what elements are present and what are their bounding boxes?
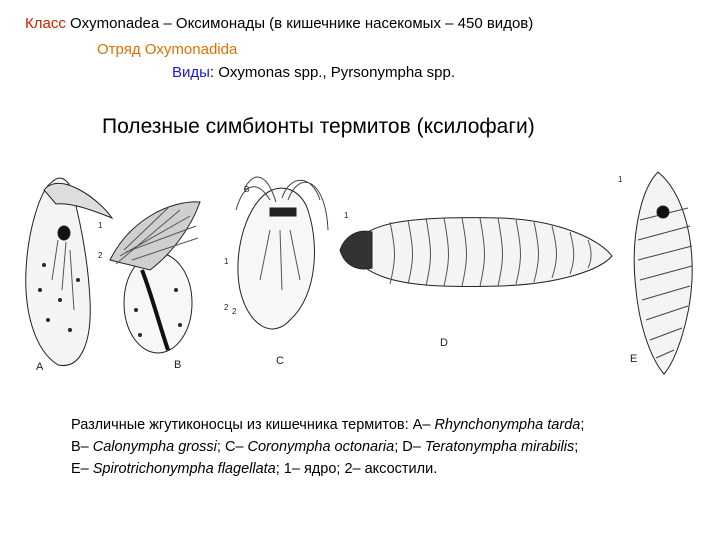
- caption-line: В– Calonympha grossi; С– Coronympha octonaria; D– Teratonympha mirabilis;: [71, 439, 579, 455]
- callout-number: 1: [224, 257, 229, 266]
- header-line-species: [172, 64, 455, 82]
- callout-number: 2: [232, 307, 237, 316]
- caption-line: Различные жгутиконосцы из кишечника термитов: А– Rhynchonympha tarda;: [71, 417, 585, 433]
- callout-number: 2: [98, 251, 103, 260]
- page-title: Полезные симбионты термитов (ксилофаги): [102, 115, 535, 138]
- organism-c: [236, 177, 328, 329]
- organism-d: [340, 218, 612, 287]
- header-line-class: [25, 15, 533, 33]
- callout-number: B: [244, 185, 250, 194]
- panel-label-e: E: [630, 353, 638, 365]
- panel-label-a: A: [36, 361, 44, 373]
- panel-label-d: D: [440, 337, 448, 349]
- order-text: Oxymonadida: [140, 41, 238, 58]
- organism-a: [26, 178, 112, 365]
- organism-b: [110, 202, 200, 353]
- organism-e: [634, 172, 692, 374]
- callout-number: 2: [224, 303, 229, 312]
- figure-caption: [71, 414, 711, 480]
- callout-number: 1: [98, 221, 103, 230]
- header-line-order: [97, 41, 237, 59]
- species-text: : Oxymonas spp., Pyrsonympha spp.: [209, 64, 456, 81]
- class-text: Oxymonadea – Оксимонады (в кишечнике насекомых – 450 видов): [65, 15, 534, 32]
- panel-label-b: B: [174, 359, 182, 371]
- flagellates-figure: [0, 160, 720, 380]
- species-label: Виды: [172, 64, 210, 81]
- caption-line: Е– Spirotrichonympha flagellata; 1– ядро; 2– аксостили.: [71, 461, 438, 477]
- class-label: Класс: [25, 15, 66, 32]
- order-label: Отряд: [97, 41, 141, 58]
- callout-number: 1: [344, 211, 349, 220]
- panel-label-c: C: [276, 355, 284, 367]
- callout-number: 1: [618, 175, 623, 184]
